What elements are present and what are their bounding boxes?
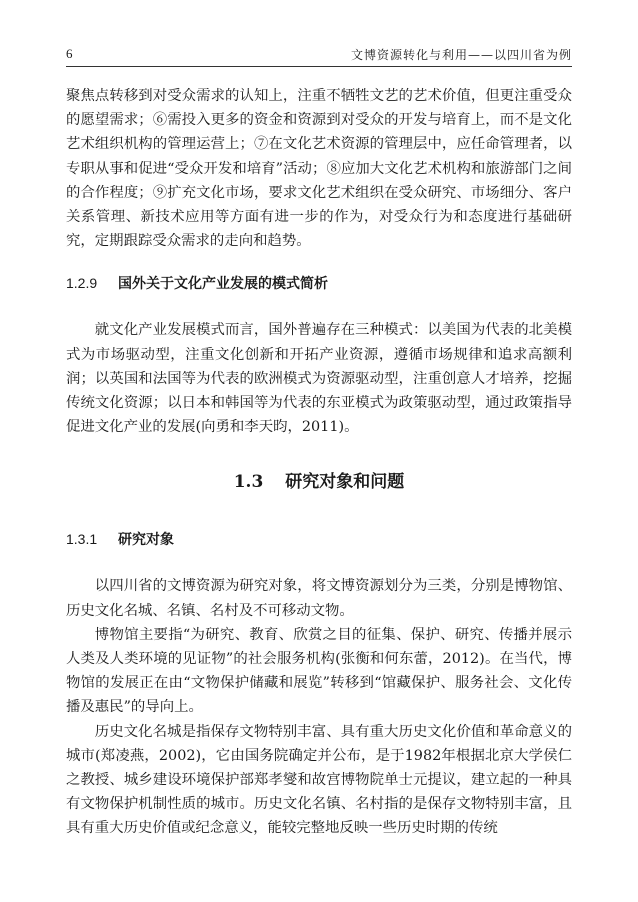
- paragraph-research-object: 以四川省的文博资源为研究对象，将文博资源划分为三类，分别是博物馆、历史文化名城、名镇、名村及不可移动文物。: [66, 578, 572, 619]
- paragraph-development-models: 就文化产业发展模式而言，国外普遍存在三种模式：以美国为代表的北美模式为市场驱动型，注重文化创新和开拓产业资源，遵循市场规律和追求高额利润；以英国和法国等为代表的欧洲模式为资源驱动型，注重创意人才培养，挖掘传统文化资源；以日本和韩国等为代表的东亚模式为政策驱动型，通过政策指导促进文化产业的发展(向勇和李天昀，2011)。: [66, 322, 572, 436]
- paragraph-museum: 博物馆主要指“为研究、教育、欣赏之目的征集、保护、研究、传播并展示人类及人类环境的见证物”的社会服务机构(张衡和何东蕾，2012)。在当代，博物馆的发展正在由“文物保护储藏和展览”转移到“馆藏保护、服务社会、文化传播及惠民”的导向上。: [66, 626, 572, 716]
- paragraph-continued: 聚焦点转移到对受众需求的认知上，注重不牺牲文艺的艺术价值，但更注重受众的愿望需求；⑥需投入更多的资金和资源到对受众的开发与培育上，而不是文化艺术组织机构的管理运营上；⑦在文化艺术资源的管理层中，应任命管理者，以专职从事和促进“受众开发和培育”活动；⑧应加大文化艺术机构和旅游部门之间的合作程度；⑨扩充文化市场，要求文化艺术组织在受众研究、市场细分、客户关系管理、新技术应用等方面有进一步的作为，对受众行为和态度进行基础研究，定期跟踪受众需求的走向和趋势。: [66, 88, 572, 250]
- section-number: 1.3.1: [66, 531, 98, 548]
- page-number: 6: [66, 46, 73, 61]
- section-number: 1.2.9: [66, 275, 98, 292]
- section-title: 研究对象: [118, 532, 174, 549]
- section-number: 1.3: [233, 472, 264, 493]
- paragraph-historic-city: 历史文化名城是指保存文物特别丰富、具有重大历史文化价值和革命意义的城市(郑凌燕，2002)，它由国务院确定并公布，是于1982年根据北京大学侯仁之教授、城乡建设环境保护部郑孝燮和故宫博物院单士元提议，建立起的一种具有文物保护机制性质的城市。历史文化名镇、名村指的是保存文物特别丰富，且具有重大历史价值或纪念意义，能较完整地反映一些历史时期的传统: [66, 723, 572, 837]
- section-title: 国外关于文化产业发展的模式简析: [118, 276, 328, 293]
- section-title: 研究对象和问题: [285, 472, 405, 493]
- section-heading-1-3-1: [66, 527, 572, 552]
- page-header: [66, 44, 572, 67]
- section-heading-1-2-9: [66, 271, 572, 296]
- running-title: 文博资源转化与利用——以四川省为例: [350, 48, 572, 62]
- section-heading-1-3: [66, 467, 572, 497]
- page-body: [66, 84, 572, 841]
